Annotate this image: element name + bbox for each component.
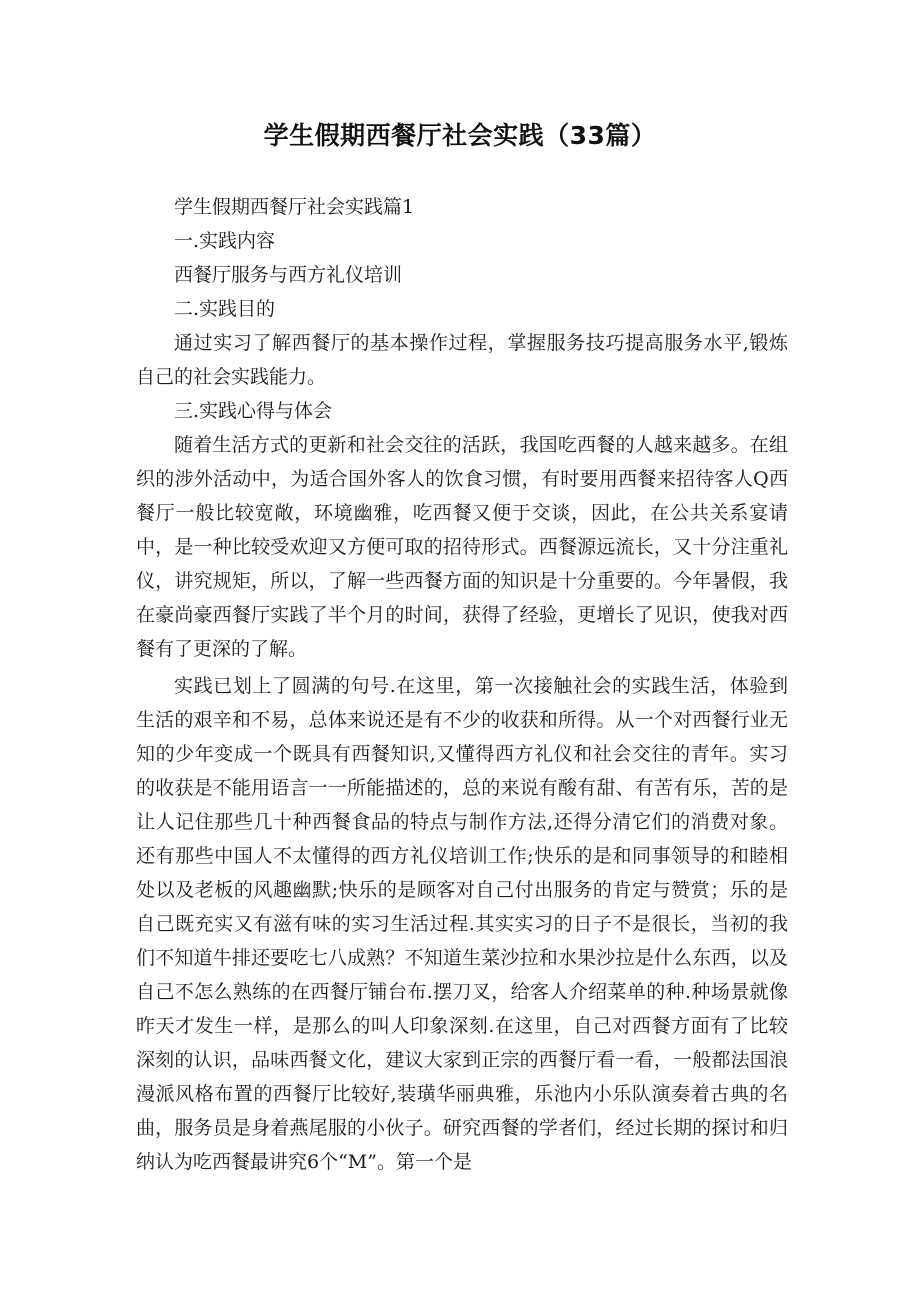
paragraph-experience-1: 随着生活方式的更新和社会交往的活跃，我国吃西餐的人越来越多。在组织的涉外活动中，为适合国外客人的饮食习惯，有时要用西餐来招待客人Q西餐厅一般比较宽敞，环境幽雅，吃西餐又便于交谈，因此，在公共关系宴请中，是一种比较受欢迎又方便可取的招待形式。西餐源远流长，又十分注重礼仪，讲究规矩，所以，了解一些西餐方面的知识是十分重要的。今年暑假，我在豪尚豪西餐厅实践了半个月的时间，获得了经验，更增长了见识，使我对西餐有了更深的了解。 xyxy=(136,434,788,660)
document-body xyxy=(136,190,788,1179)
paragraph-purpose: 通过实习了解西餐厅的基本操作过程，掌握服务技巧提高服务水平,锻炼自己的社会实践能力。 xyxy=(136,332,788,388)
paragraph-experience-2: 实践已划上了圆满的句号.在这里，第一次接触社会的实践生活，体验到生活的艰辛和不易，总体来说还是有不少的收获和所得。从一个对西餐行业无知的少年变成一个既具有西餐知识,又懂得西方礼仪和社会交往的青年。实习的收获是不能用语言一一所能描述的，总的来说有酸有甜、有苦有乐，苦的是让人记住那些几十种西餐食品的特点与制作方法,还得分清它们的消费对象。还有那些中国人不太懂得的西方礼仪培训工作;快乐的是和同事领导的和睦相处以及老板的风趣幽默;快乐的是顾客对自己付出服务的肯定与赞赏；乐的是自己既充实又有滋有味的实习生活过程.其实实习的日子不是很长，当初的我们不知道牛排还要吃七八成熟？不知道生菜沙拉和水果沙拉是什么东西，以及自己不怎么熟练的在西餐厅铺台布.摆刀叉，给客人介绍菜单的种.种场景就像昨天才发生一样，是那么的叫人印象深刻.在这里，自己对西餐方面有了比较深刻的认识，品味西餐文化，建议大家到正宗的西餐厅看一看，一般都法国浪漫派风格布置的西餐厅比较好,装璜华丽典雅，乐池内小乐队演奏着古典的名曲，服务员是身着燕尾服的小伙子。研究西餐的学者们，经过长期的探讨和归纳认为吃西餐最讲究6个“M”。第一个是 xyxy=(136,675,788,1173)
paragraph-content: 西餐厅服务与西方礼仪培训 xyxy=(174,264,403,286)
subheading-purpose: 二.实践目的 xyxy=(174,298,276,320)
subheading-content: 一.实践内容 xyxy=(174,230,276,252)
subheading-experience: 三.实践心得与体会 xyxy=(174,400,333,422)
section-heading: 学生假期西餐厅社会实践篇1 xyxy=(174,196,415,218)
document-title: 学生假期西餐厅社会实践（33篇） xyxy=(263,121,657,150)
